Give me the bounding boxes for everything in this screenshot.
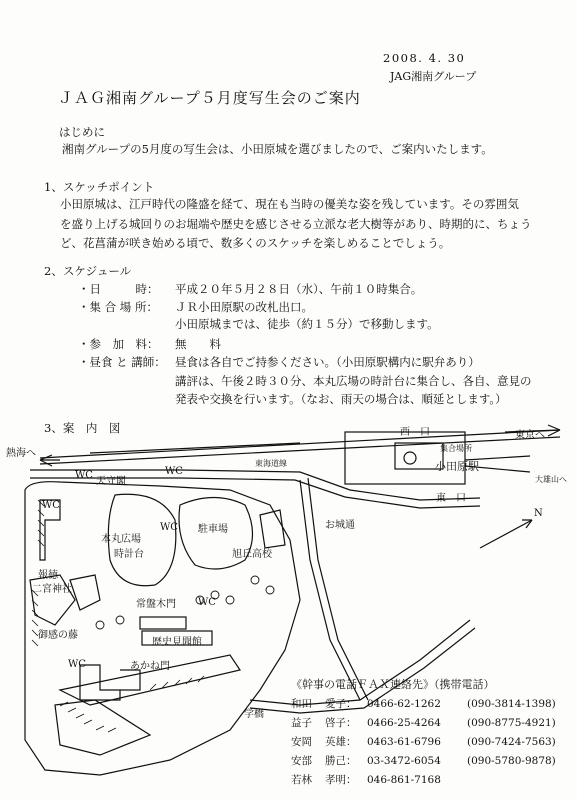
intro-heading: はじめに: [59, 125, 105, 139]
contact-mobile: (090-8775-4921): [467, 716, 556, 729]
page-title: ＪＡＧ湘南グループ５月度写生会のご案内: [58, 89, 361, 107]
schedule-text: 昼食は各自でご持参ください。（小田原駅構内に駅弁あり）: [175, 355, 480, 369]
contact-given-name: 愛子：: [325, 698, 357, 710]
map-label-odawara-station: 小田原駅: [435, 460, 479, 473]
contacts-table: [291, 694, 556, 789]
contact-given-name: 英雄：: [325, 736, 357, 748]
map-label-asahigaoka-school: 旭丘高校: [232, 549, 272, 560]
contact-surname: 安部: [291, 755, 312, 767]
sketch-line: を盛り上げる城回りのお堀端や歴史を感じさせる立派な老大樹等があり、時期的に、ちょう: [60, 217, 532, 231]
map-label-atami: 熱海へ: [6, 448, 36, 459]
schedule-label: ・日 時：: [78, 282, 159, 296]
map-heading: 3、案 内 図: [44, 421, 121, 435]
contact-mobile: (090-5780-9878): [467, 754, 556, 767]
sketch-line: ど、花菖蒲が咲き始める頃で、数多くのスケッチを楽しめることでしょう。: [60, 236, 451, 250]
schedule-text: 発表や交換を行います。（なお、雨天の場合は、順延とします。）: [175, 392, 507, 406]
schedule-text: ＪＲ小田原駅の改札出口。: [175, 300, 313, 314]
contact-mobile: (090-3814-1398): [467, 697, 556, 710]
map-label-tokiwagi-gate: 常盤木門: [136, 599, 176, 610]
contact-given-name: 孝明：: [325, 774, 357, 786]
intro-text: 湘南グループの5月度の写生会は、小田原城を選びましたので、ご案内いたします。: [62, 142, 493, 156]
map-label-daiyuzan: 大雄山へ: [535, 475, 567, 484]
contact-phone: 03-3472-6054: [367, 754, 441, 767]
schedule-label: ・参 加 料：: [78, 337, 159, 351]
contact-row: [291, 694, 556, 713]
map-label-wc: WC: [165, 466, 183, 477]
map-label-parking: 駐車場: [198, 524, 228, 535]
contact-phone: 0466-62-1262: [367, 697, 441, 710]
schedule-text: 小田原城までは、徒歩（約１５分）で移動します。: [175, 317, 439, 331]
schedule-label: ・昼食 と 講師：: [78, 355, 166, 369]
map-label-meeting-place: 集合場所: [440, 444, 472, 453]
document-date: 2008. 4. 30: [383, 51, 466, 65]
map-label-ninomiya-shrine: 二宮神社: [32, 584, 72, 595]
map-label-clock-tower: 時計台: [114, 549, 144, 560]
map-label-honmaru: 本丸広場: [101, 534, 141, 545]
contact-surname: 和田: [291, 698, 312, 710]
map-label-tokaido-line: 東海道線: [255, 459, 287, 468]
map-label-wc: WC: [75, 470, 93, 481]
contact-phone: 0466-25-4264: [367, 716, 441, 729]
contact-surname: 益子: [291, 717, 312, 729]
north-arrow: [480, 520, 532, 548]
map-label-tenshukaku: 天守閣: [96, 476, 126, 487]
schedule-label: ・集 合 場 所：: [78, 300, 158, 314]
map-label-oshiro-street: お城通: [325, 520, 355, 531]
schedule-heading: 2、スケジュール: [44, 264, 132, 278]
map-label-tokyo: 東京へ: [515, 430, 545, 441]
map-label-hotoku: 報徳: [38, 570, 58, 581]
contact-given-name: 勝己：: [325, 755, 357, 767]
map-label-north: N: [534, 508, 543, 519]
contact-phone: 0463-61-6796: [367, 735, 441, 748]
contacts-heading: 《幹事の電話ＦＡＸ連絡先》（携帯電話）: [291, 678, 495, 691]
contact-phone: 046-861-7168: [367, 773, 441, 786]
contact-surname: 安岡: [291, 736, 312, 748]
map-label-east-exit: 東 口: [436, 493, 466, 504]
organization-name: JAG湘南グループ: [390, 70, 477, 83]
map-label-gakkyo-bridge: 学橋: [244, 709, 264, 720]
contact-row: [291, 770, 556, 789]
contact-row: [291, 732, 556, 751]
map-label-wc: WC: [42, 500, 60, 511]
map-label-wc: WC: [198, 597, 216, 608]
map-label-wc: WC: [160, 522, 178, 533]
trees: [96, 576, 274, 629]
contact-given-name: 啓子：: [325, 717, 357, 729]
map-label-history-hall: 歴史見聞館: [152, 637, 202, 648]
sketch-heading: 1、スケッチポイント: [44, 180, 155, 194]
contact-row: [291, 751, 556, 770]
map-label-west-exit: 西 口: [400, 427, 430, 438]
railway-line: [40, 425, 560, 466]
schedule-text: 無 料: [175, 337, 221, 351]
sketch-line: 小田原城は、江戸時代の隆盛を経て、現在も当時の優美な姿を残しています。その雰囲気: [60, 197, 519, 211]
schedule-text: 平成２０年５月２８日（水）、午前１０時集合。: [175, 282, 423, 296]
contact-mobile: [467, 770, 556, 789]
map-label-gokan-wisteria: 御感の藤: [38, 630, 78, 641]
contact-mobile: (090-7424-7563): [467, 735, 556, 748]
contact-surname: 若林: [291, 774, 312, 786]
map-label-wc: WC: [68, 659, 86, 670]
schedule-text: 講評は、午後２時３０分、本丸広場の時計台に集合し、各自、意見の: [175, 374, 532, 388]
map-label-akane-gate: あかね門: [130, 661, 170, 672]
contact-row: [291, 713, 556, 732]
